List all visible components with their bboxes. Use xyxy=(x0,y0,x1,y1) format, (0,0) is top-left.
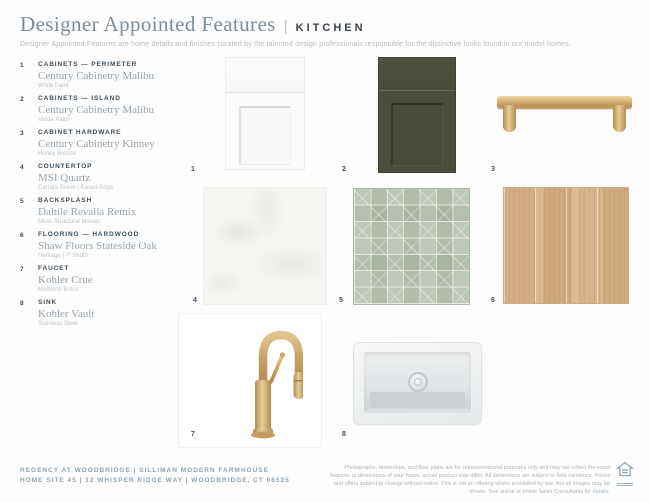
pull-handle-bar xyxy=(497,96,632,109)
cabinet-door-front xyxy=(379,91,455,173)
swatch-number-2: 2 xyxy=(342,166,346,173)
feature-category: FLOORING — HARDWOOD xyxy=(38,231,140,238)
feature-item-countertop xyxy=(20,163,185,192)
feature-item-sink xyxy=(20,299,185,328)
feature-detail: Honey Bronze xyxy=(38,151,77,157)
feature-item-faucet xyxy=(20,265,185,294)
sink-floor xyxy=(370,392,465,408)
feature-body xyxy=(38,265,93,294)
feature-number: 8 xyxy=(20,300,24,307)
feature-list xyxy=(20,61,185,333)
feature-number: 5 xyxy=(20,198,24,205)
header xyxy=(20,12,620,48)
feature-item-cabinets-island xyxy=(20,95,185,124)
feature-number: 3 xyxy=(20,130,24,137)
swatch-number-5: 5 xyxy=(339,297,343,304)
feature-item-backsplash xyxy=(20,197,185,226)
feature-product: Kohler Vault xyxy=(38,308,95,320)
feature-detail: Heritage | 7" Width xyxy=(38,253,89,259)
swatch-number-7: 7 xyxy=(191,431,195,438)
cabinet-drawer-front xyxy=(379,58,455,91)
feature-product: Daltile Revalia Remix xyxy=(38,206,137,218)
feature-item-flooring xyxy=(20,231,185,260)
eho-caption-bar xyxy=(617,483,633,484)
feature-number: 6 xyxy=(20,232,24,239)
feature-detail: Carrara Breve | Eased Edge xyxy=(38,185,114,191)
feature-body xyxy=(38,95,154,124)
cabinet-door-panel xyxy=(239,106,291,165)
swatch-faucet xyxy=(178,313,322,448)
swatch-sink xyxy=(353,342,482,425)
swatch-number-6: 6 xyxy=(491,297,495,304)
feature-body xyxy=(38,197,136,226)
page-subtitle: Designer Appointed Features are home details and finishes curated by the talented design professionals responsible for the distinctive looks found in our model homes. xyxy=(20,41,572,48)
page-category: KITCHEN xyxy=(295,22,366,34)
feature-category: CABINETS — PERIMETER xyxy=(38,61,138,68)
footer-community-line: REGENCY AT WOODBRIDGE | SILLIMAN MODERN FARMHOUSE xyxy=(20,467,269,474)
feature-product: Century Cabinetry Malibu xyxy=(38,70,155,82)
swatch-cabinet-hardware xyxy=(497,96,632,134)
feature-detail: Moderne Brass xyxy=(38,287,79,293)
swatch-flooring xyxy=(503,187,629,304)
feature-item-cabinets-perimeter xyxy=(20,61,185,90)
feature-number: 7 xyxy=(20,266,24,273)
feature-body xyxy=(38,299,94,328)
title-separator: | xyxy=(283,18,288,35)
feature-category: CABINETS — ISLAND xyxy=(38,95,121,102)
feature-number: 4 xyxy=(20,164,24,171)
swatch-cabinet-perimeter xyxy=(225,57,305,170)
faucet-illustration xyxy=(241,322,303,440)
cabinet-drawer-front xyxy=(226,58,304,93)
feature-category: SINK xyxy=(38,299,58,306)
swatch-countertop xyxy=(203,187,327,305)
equal-housing-house-icon xyxy=(616,461,634,477)
feature-category: CABINET HARDWARE xyxy=(38,129,122,136)
footer-address-line: HOME SITE 45 | 12 WHISPER RIDGE WAY | WOODBRIDGE, CT 06525 xyxy=(20,477,290,484)
feature-category: COUNTERTOP xyxy=(38,163,93,170)
feature-body xyxy=(38,231,157,260)
feature-category: FAUCET xyxy=(38,265,70,272)
feature-product: Century Cabinetry Kinney xyxy=(38,138,155,150)
sink-drain xyxy=(408,372,428,392)
feature-body xyxy=(38,61,154,90)
sink-bowl xyxy=(364,352,471,413)
feature-product: Century Cabinetry Malibu xyxy=(38,104,155,116)
cabinet-door-front xyxy=(226,93,304,170)
pull-handle-leg-left xyxy=(503,105,516,132)
feature-item-cabinet-hardware xyxy=(20,129,185,158)
feature-product: MSI Quartz xyxy=(38,172,91,184)
feature-body xyxy=(38,163,113,192)
footer-community xyxy=(20,466,290,486)
swatch-cabinet-island xyxy=(378,57,456,173)
swatch-backsplash xyxy=(353,188,470,305)
footer-disclaimer: Photographs, renderings, and floor plans are for representational purposes only and may not reflect the exact features or dimensions of your home; actual product may differ. All dimensions are subject to field variations. Prices and offers subject to change without notice. This is not an offering where prohibited by law. Not all images may be shown. See online or onsite Sales Consultants for details. xyxy=(330,465,610,495)
swatch-number-1: 1 xyxy=(191,166,195,173)
feature-product: Kohler Crue xyxy=(38,274,93,286)
swatch-number-3: 3 xyxy=(491,166,495,173)
feature-number: 2 xyxy=(20,96,24,103)
page-title xyxy=(20,12,620,37)
feature-detail: Stainless Steel xyxy=(38,321,78,327)
pull-handle-leg-right xyxy=(613,105,626,132)
feature-body xyxy=(38,129,155,158)
feature-product: Shaw Floors Stateside Oak xyxy=(38,240,157,252)
feature-category: BACKSPLASH xyxy=(38,197,93,204)
swatch-number-8: 8 xyxy=(342,431,346,438)
eho-caption-bar xyxy=(617,485,633,486)
equal-housing-opportunity-icon xyxy=(614,461,636,486)
feature-detail: White Paint xyxy=(38,83,69,89)
feature-detail: Verde Paint xyxy=(38,117,70,123)
cabinet-door-panel xyxy=(391,103,443,166)
feature-number: 1 xyxy=(20,62,24,69)
swatch-number-4: 4 xyxy=(193,297,197,304)
page-title-text: Designer Appointed Features xyxy=(20,12,276,36)
feature-detail: Moss Structural Mosaic xyxy=(38,219,101,225)
